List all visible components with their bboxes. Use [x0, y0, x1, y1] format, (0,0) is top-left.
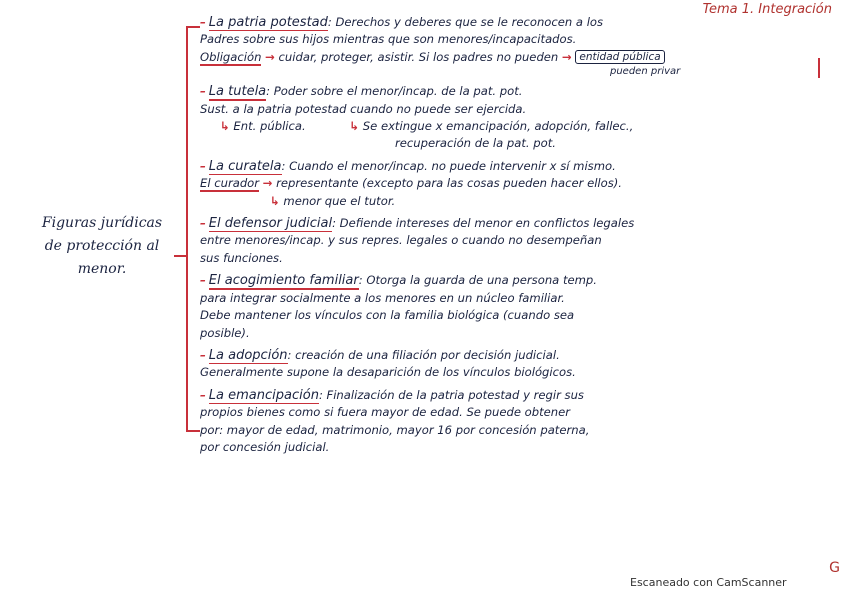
section-heading: La patria potestad: [208, 15, 328, 30]
section-text: : Otorga la guarda de una persona temp.: [358, 273, 597, 288]
left-title-line: de protección al: [44, 238, 160, 254]
section-text: propios bienes como si fuera mayor de edad. Se puede obtener: [200, 405, 571, 420]
section-defensor-judicial: – El defensor judicial: Defiende intereses del menor en conflictos legales entre menores/incap. y sus repres. legales o cuando no desempeñan sus funciones.: [200, 215, 830, 267]
arrow-icon: →: [561, 49, 572, 64]
section-text: Debe mantener los vínculos con la familia biológica (cuando sea: [200, 308, 575, 323]
section-text: : Defiende intereses del menor en conflictos legales: [332, 216, 635, 231]
bracket-line: [186, 26, 188, 431]
section-text: Padres sobre sus hijos mientras que son menores/incapacitados.: [200, 32, 577, 47]
section-text: para integrar socialmente a los menores en un núcleo familiar.: [200, 290, 565, 305]
section-heading: El acogimiento familiar: [208, 273, 359, 289]
section-text: sus funciones.: [200, 250, 283, 265]
section-heading: La tutela: [208, 84, 267, 100]
section-tutela: – La tutela: Poder sobre el menor/incap. de la pat. pot. Sust. a la patria potestad cuando no puede ser ejercida. ↳ Ent. pública. ↳ Se extingue x emancipación, adopción, fallec., recuperación de la pat. pot.: [200, 83, 830, 153]
curator-text: representante (excepto para las cosas pueden hacer ellos).: [276, 176, 622, 191]
section-adopcion: – La adopción: creación de una filiación por decisión judicial. Generalmente supone la desaparición de los vínculos biológicos.: [200, 347, 830, 382]
arrow-icon: →: [265, 49, 275, 64]
section-text: Sust. a la patria potestad cuando no puede ser ejercida.: [200, 101, 527, 116]
left-title-line: menor.: [77, 261, 127, 277]
section-heading: La emancipación: [208, 387, 319, 403]
arrow-icon: ↳: [220, 119, 230, 134]
section-acogimiento-familiar: – El acogimiento familiar: Otorga la guarda de una persona temp. para integrar socialmente a los menores en un núcleo familiar. Debe mantener los vínculos con la familia biológica (cuando sea posible).: [200, 272, 830, 342]
bracket-bottom-tick: [186, 430, 200, 432]
section-text: posible).: [200, 325, 250, 340]
bracket-mid-tick: [174, 255, 186, 257]
sub-note: recuperación de la pat. pot.: [395, 136, 556, 151]
arrow-icon: ↳: [270, 193, 280, 208]
section-heading: La curatela: [208, 158, 282, 174]
section-patria-potestad: – La patria potestad: Derechos y deberes que se le reconocen a los Padres sobre sus hijos mientras que son menores/incapacitados. Obligación → cuidar, proteger, asistir. Si los padres no pueden → entidad pública pueden privar: [200, 14, 830, 78]
section-text: : creación de una filiación por decisión judicial.: [287, 347, 560, 362]
section-text: entre menores/incap. y sus repres. legales o cuando no desempeñan: [200, 233, 602, 248]
section-text: : Cuando el menor/incap. no puede intervenir x sí mismo.: [281, 158, 616, 173]
arrow-icon: →: [262, 176, 273, 191]
topic-header: Tema 1. Integración: [702, 2, 832, 17]
notes-content: [200, 14, 830, 461]
curator-label: El curador: [200, 176, 260, 191]
section-text: Generalmente supone la desaparición de los vínculos biológicos.: [200, 365, 576, 380]
bracket-top-tick: [186, 26, 200, 28]
left-title-line: Figuras jurídicas: [41, 215, 163, 231]
section-text: : Derechos y deberes que se le reconocen a los: [327, 15, 604, 29]
section-text: : Finalización de la patria potestad y regir sus: [318, 387, 584, 402]
corner-mark: G: [829, 560, 840, 576]
section-heading: El defensor judicial: [208, 216, 333, 232]
section-text: por: mayor de edad, matrimonio, mayor 16 por concesión paterna,: [200, 422, 590, 437]
section-text: : Poder sobre el menor/incap. de la pat. pot.: [266, 84, 523, 99]
sub-note: Se extingue x emancipación, adopción, fallec.,: [362, 119, 634, 134]
obligation-text: cuidar, proteger, asistir. Si los padres no pueden: [278, 49, 559, 64]
section-emancipacion: – La emancipación: Finalización de la patria potestad y regir sus propios bienes como si fuera mayor de edad. Se puede obtener por: mayor de edad, matrimonio, mayor 16 por concesión paterna, por concesión judicial.: [200, 387, 830, 457]
arrow-icon: ↳: [349, 119, 360, 134]
sub-note: Ent. pública.: [233, 119, 306, 134]
section-heading: La adopción: [208, 347, 288, 363]
section-text: por concesión judicial.: [200, 439, 330, 454]
sub-note: pueden privar: [610, 66, 681, 78]
sub-note: menor que el tutor.: [283, 193, 396, 208]
section-curatela: – La curatela: Cuando el menor/incap. no puede intervenir x sí mismo. El curador → representante (excepto para las cosas pueden hacer ellos). ↳ menor que el tutor.: [200, 158, 622, 208]
boxed-note: entidad pública: [575, 50, 664, 64]
obligation-label: Obligación: [200, 49, 262, 64]
scanner-watermark: Escaneado con CamScanner: [630, 576, 787, 589]
left-title: [16, 212, 188, 281]
